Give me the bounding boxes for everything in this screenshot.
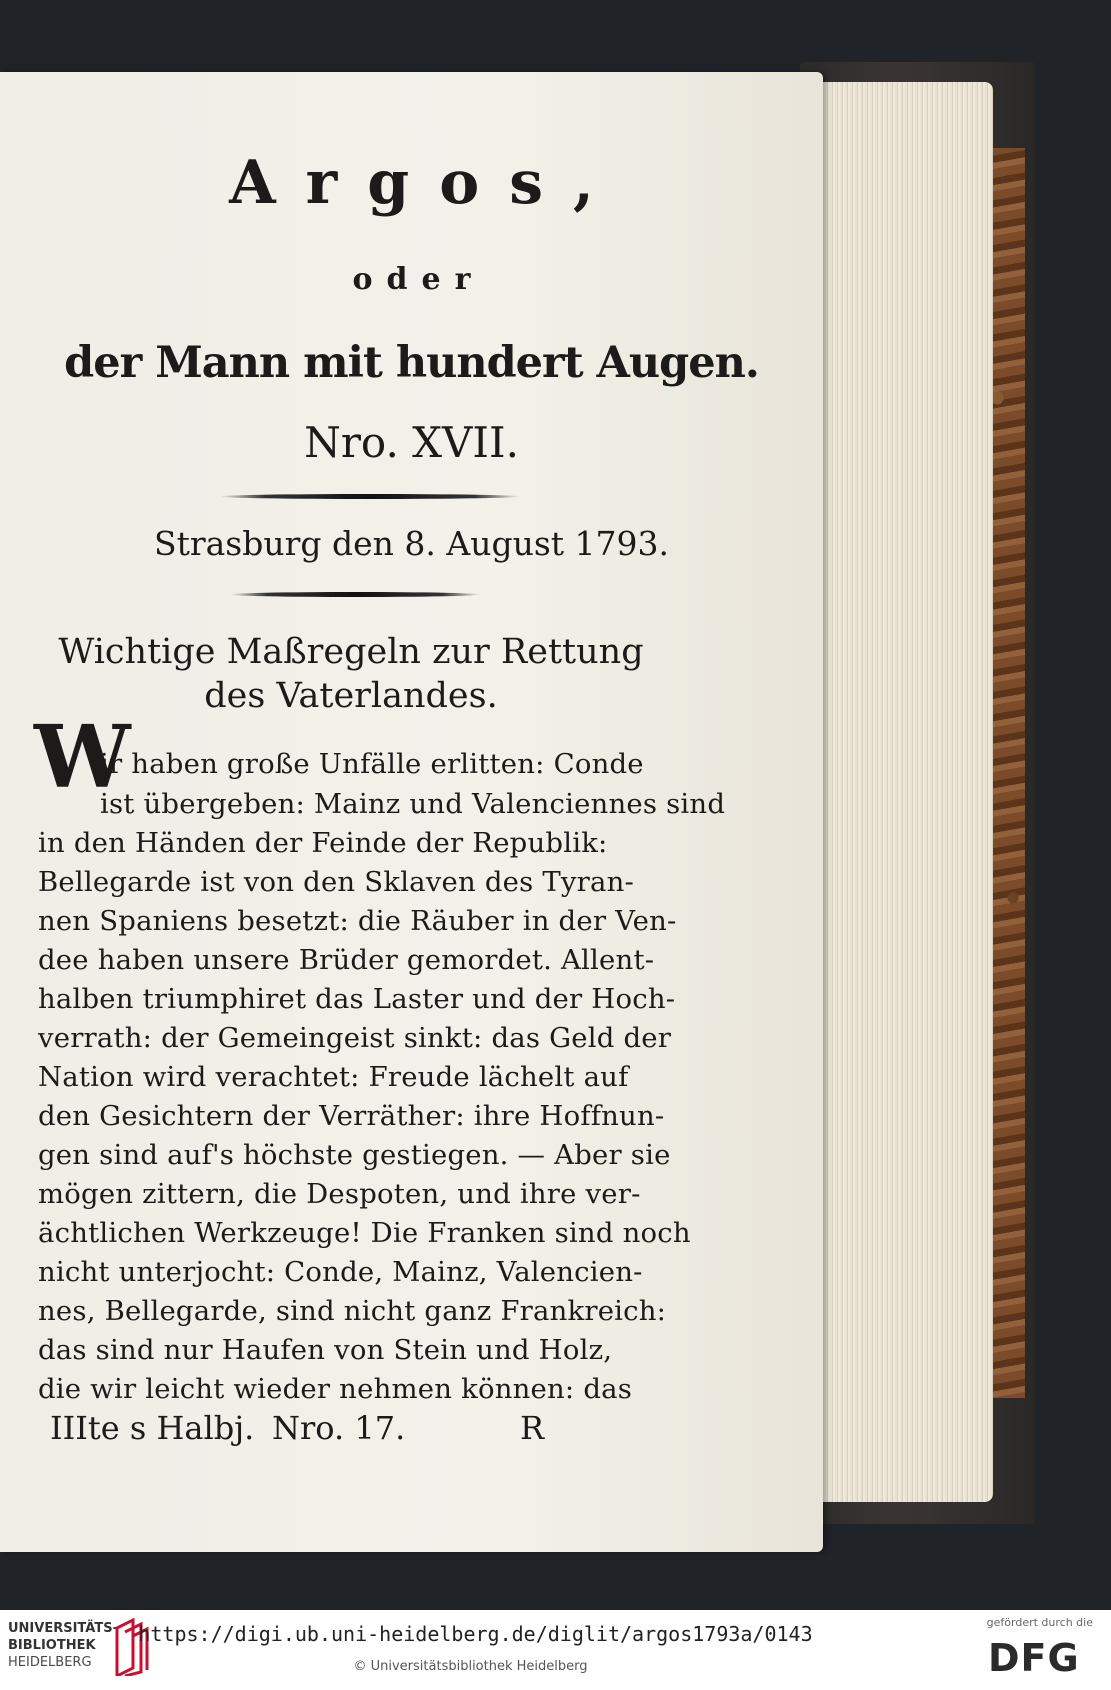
body-line-12: mögen zittern, die Despoten, und ihre ver- bbox=[38, 1178, 641, 1210]
drop-cap: W bbox=[34, 707, 131, 808]
body-line-6: dee haben unsere Brüder gemordet. Allent- bbox=[38, 944, 655, 976]
library-name-line1: UNIVERSITÄTS- bbox=[8, 1621, 118, 1636]
body-line-4: Bellegarde ist von den Sklaven des Tyran- bbox=[38, 866, 634, 898]
body-line-15: nes, Bellegarde, sind nicht ganz Frankreich: bbox=[38, 1295, 667, 1327]
body-line-16: das sind nur Haufen von Stein und Holz, bbox=[38, 1334, 613, 1366]
body-line-11: gen sind auf's höchste gestiegen. — Aber sie bbox=[38, 1139, 671, 1171]
signature-mark-volume: IIIte s Halbj. bbox=[50, 1409, 255, 1447]
body-line-17: die wir leicht wieder nehmen können: das bbox=[38, 1373, 633, 1405]
ornamental-rule-bottom bbox=[230, 592, 480, 597]
signature-mark-letter: R bbox=[520, 1409, 545, 1447]
body-line-7: halben triumphiret das Laster und der Hoch- bbox=[38, 983, 676, 1015]
page-edges bbox=[815, 82, 993, 1502]
body-line-14: nicht unterjocht: Conde, Mainz, Valencien- bbox=[38, 1256, 643, 1288]
body-line-1: ir haben große Unfälle erlitten: Conde bbox=[100, 748, 644, 780]
dateline: Strasburg den 8. August 1793. bbox=[153, 524, 669, 563]
copyright-notice: © Universitätsbibliothek Heidelberg bbox=[353, 1659, 588, 1674]
library-name-line2: BIBLIOTHEK bbox=[8, 1638, 96, 1653]
masthead-subtitle: der Mann mit hundert Augen. bbox=[64, 338, 759, 388]
permalink-url[interactable]: https://digi.ub.uni-heidelberg.de/diglit/argos1793a/0143 bbox=[138, 1622, 813, 1646]
article-heading: Wichtige Maßregeln zur Rettung des Vaterlandes. bbox=[58, 632, 644, 716]
issue-number: Nro. XVII. bbox=[304, 418, 519, 467]
dfg-logo: DFG bbox=[988, 1636, 1080, 1680]
viewer-footer bbox=[0, 1610, 1111, 1690]
body-line-10: den Gesichtern der Verräther: ihre Hoffnun- bbox=[38, 1100, 665, 1132]
body-line-2: ist übergeben: Mainz und Valenciennes sind bbox=[100, 788, 726, 820]
library-name-line3: HEIDELBERG bbox=[8, 1655, 92, 1670]
body-line-5: nen Spaniens besetzt: die Räuber in der Ven- bbox=[38, 905, 677, 937]
ornamental-rule-top bbox=[220, 494, 520, 499]
body-line-13: ächtlichen Werkzeuge! Die Franken sind noch bbox=[38, 1217, 691, 1249]
masthead-title: Argos, bbox=[229, 148, 624, 218]
signature-mark-number: Nro. 17. bbox=[272, 1409, 406, 1447]
body-line-9: Nation wird verachtet: Freude lächelt auf bbox=[38, 1061, 629, 1093]
body-line-8: verrath: der Gemeingeist sinkt: das Geld der bbox=[38, 1022, 672, 1054]
funding-note: gefördert durch die bbox=[986, 1616, 1093, 1629]
body-line-3: in den Händen der Feinde der Republik: bbox=[38, 827, 608, 859]
masthead-oder: oder bbox=[352, 262, 485, 297]
